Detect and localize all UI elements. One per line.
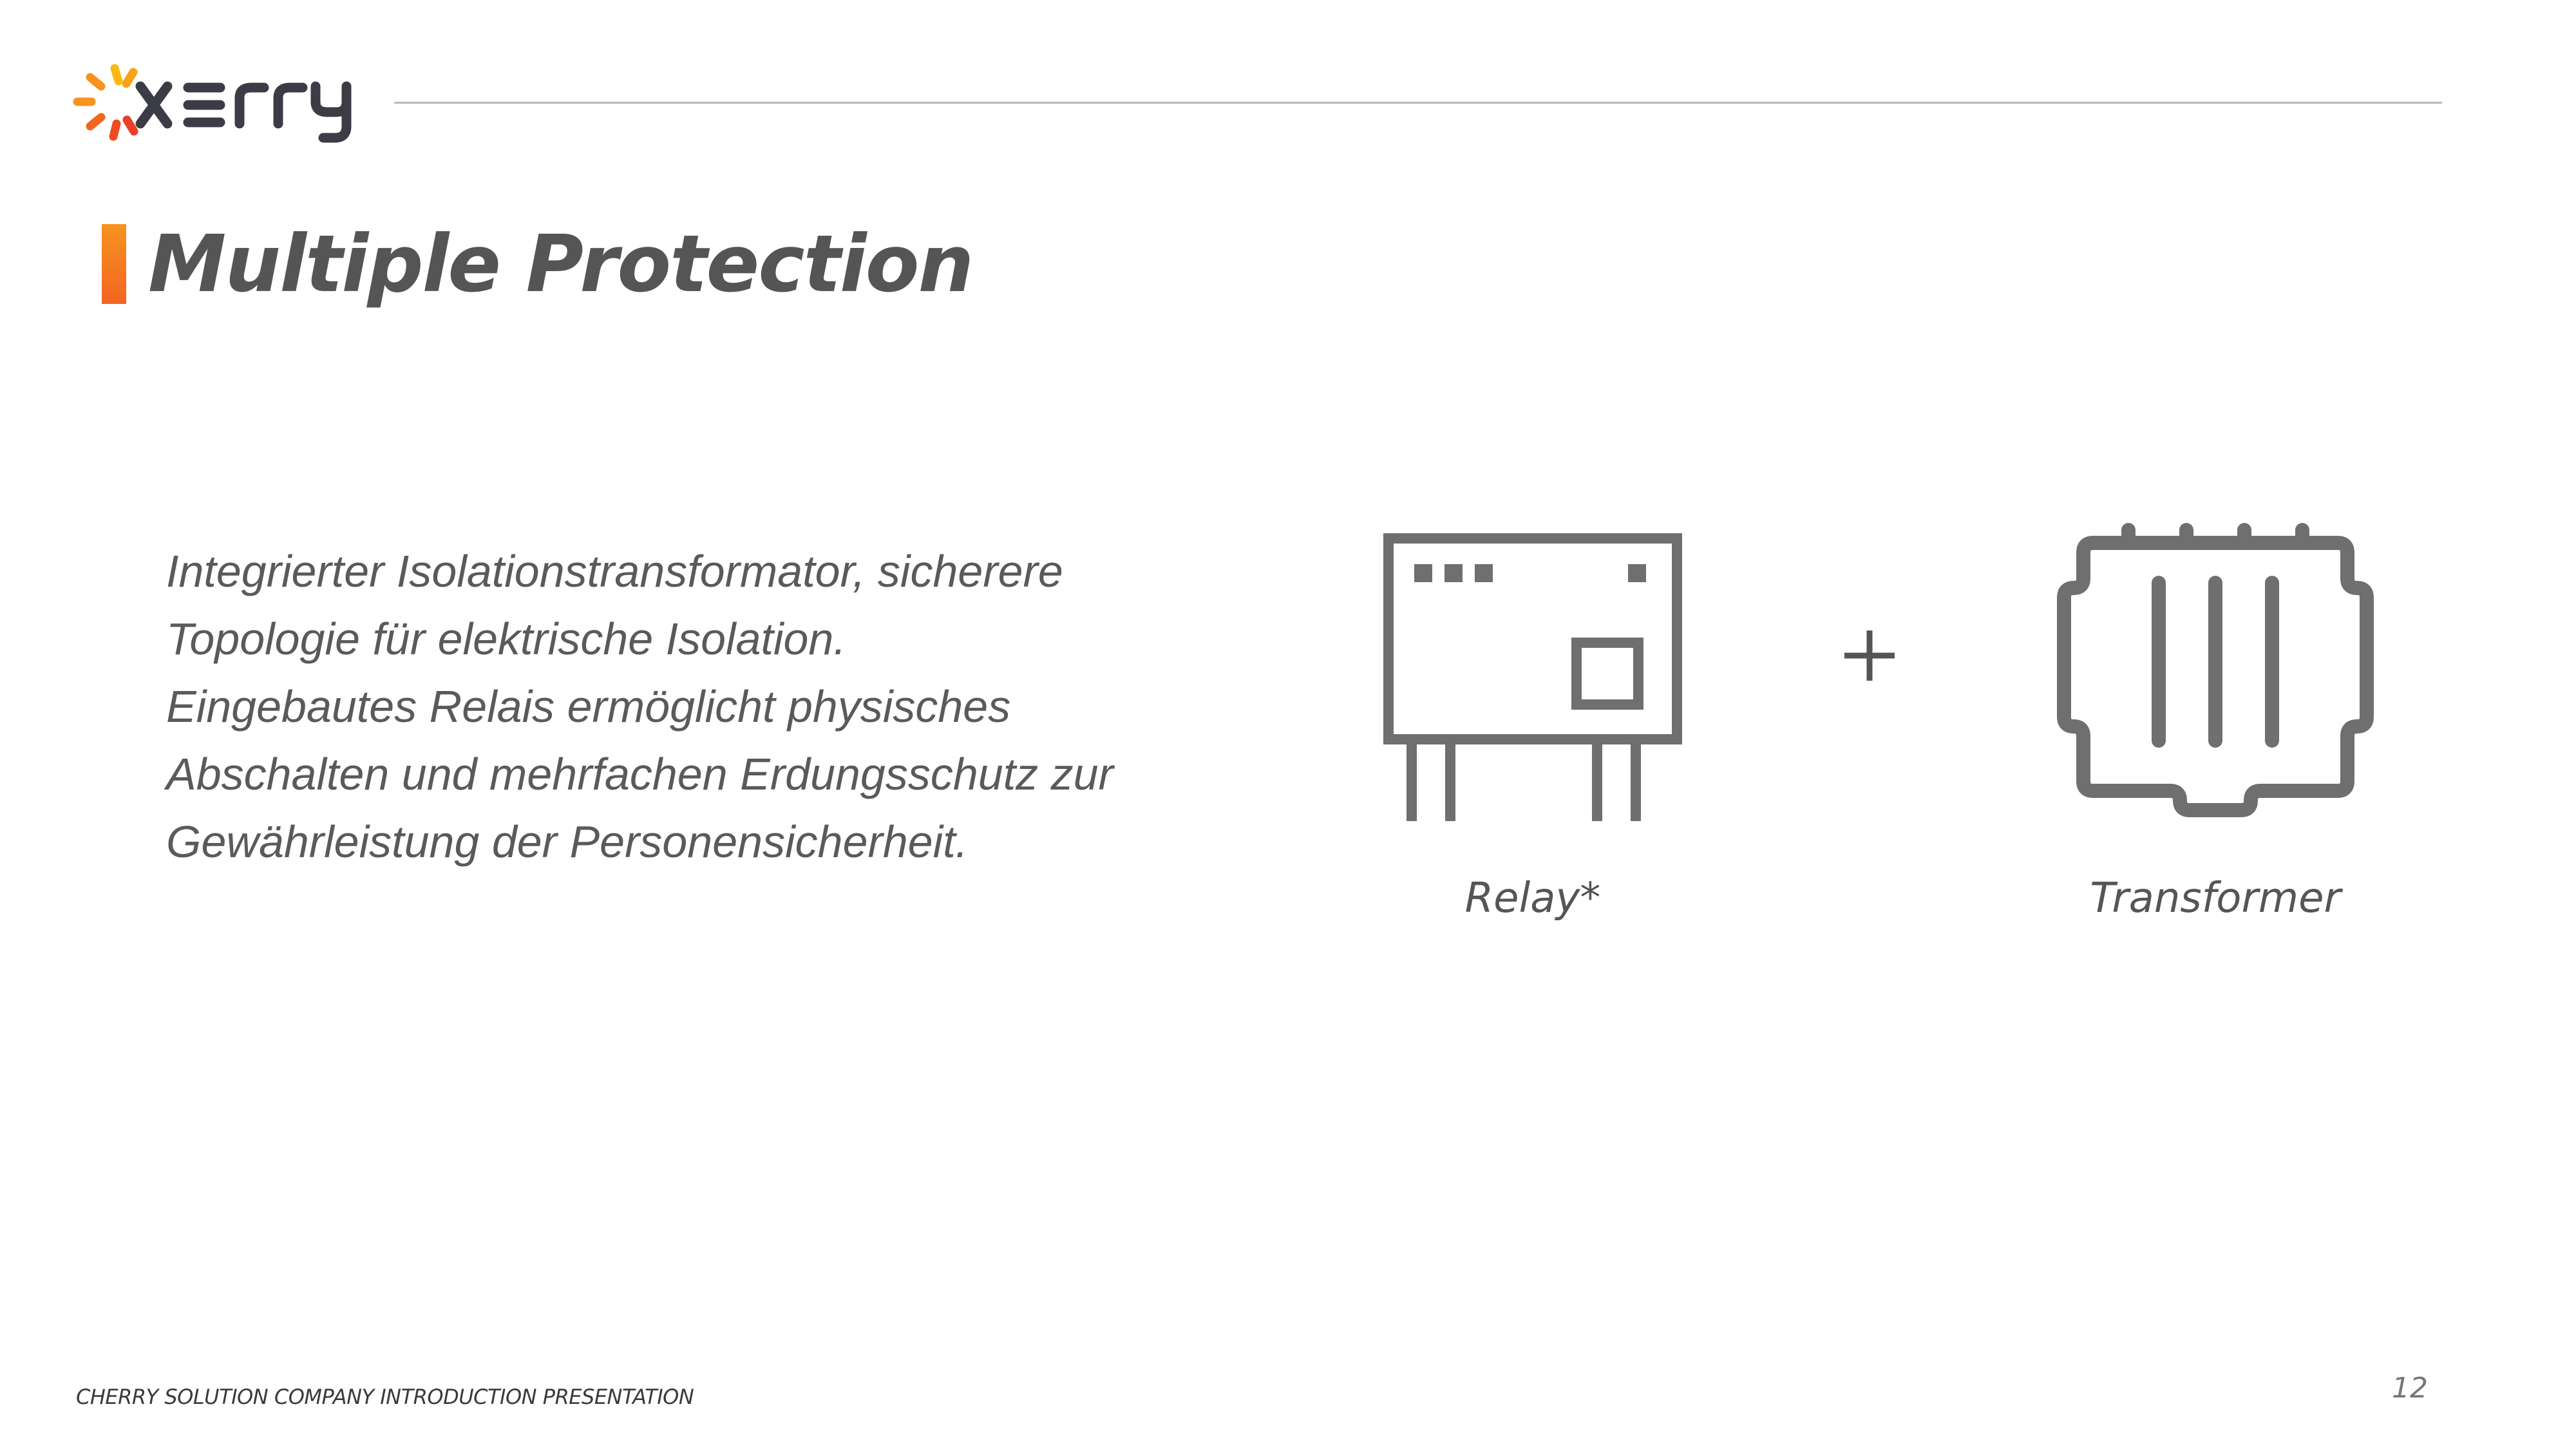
plus-icon (1842, 628, 1897, 683)
company-logo (71, 59, 354, 149)
description-text-block (166, 538, 1261, 876)
transformer-icon (2054, 512, 2376, 831)
description-line: Gewährleistung der Personensicherheit. (166, 817, 969, 867)
relay-caption: Relay* (1464, 875, 1601, 922)
slide-title: Multiple Protection (148, 218, 973, 310)
header-divider (394, 102, 2442, 104)
description-line: Eingebautes Relais ermöglicht physisches (166, 681, 1011, 732)
page-number: 12 (2392, 1372, 2428, 1405)
transformer-caption: Transformer (2090, 875, 2341, 922)
description-line: Abschalten und mehrfachen Erdungsschutz zur (166, 749, 1113, 799)
xerry-logo-graphic (71, 59, 354, 149)
relay-icon (1378, 528, 1687, 824)
footer-presentation-title: CHERRY SOLUTION COMPANY INTRODUCTION PRESENTATION (76, 1385, 694, 1409)
title-accent-bar (102, 224, 126, 304)
description-line: Integrierter Isolationstransformator, sicherere (166, 546, 1063, 596)
description-line: Topologie für elektrische Isolation. (166, 614, 846, 664)
